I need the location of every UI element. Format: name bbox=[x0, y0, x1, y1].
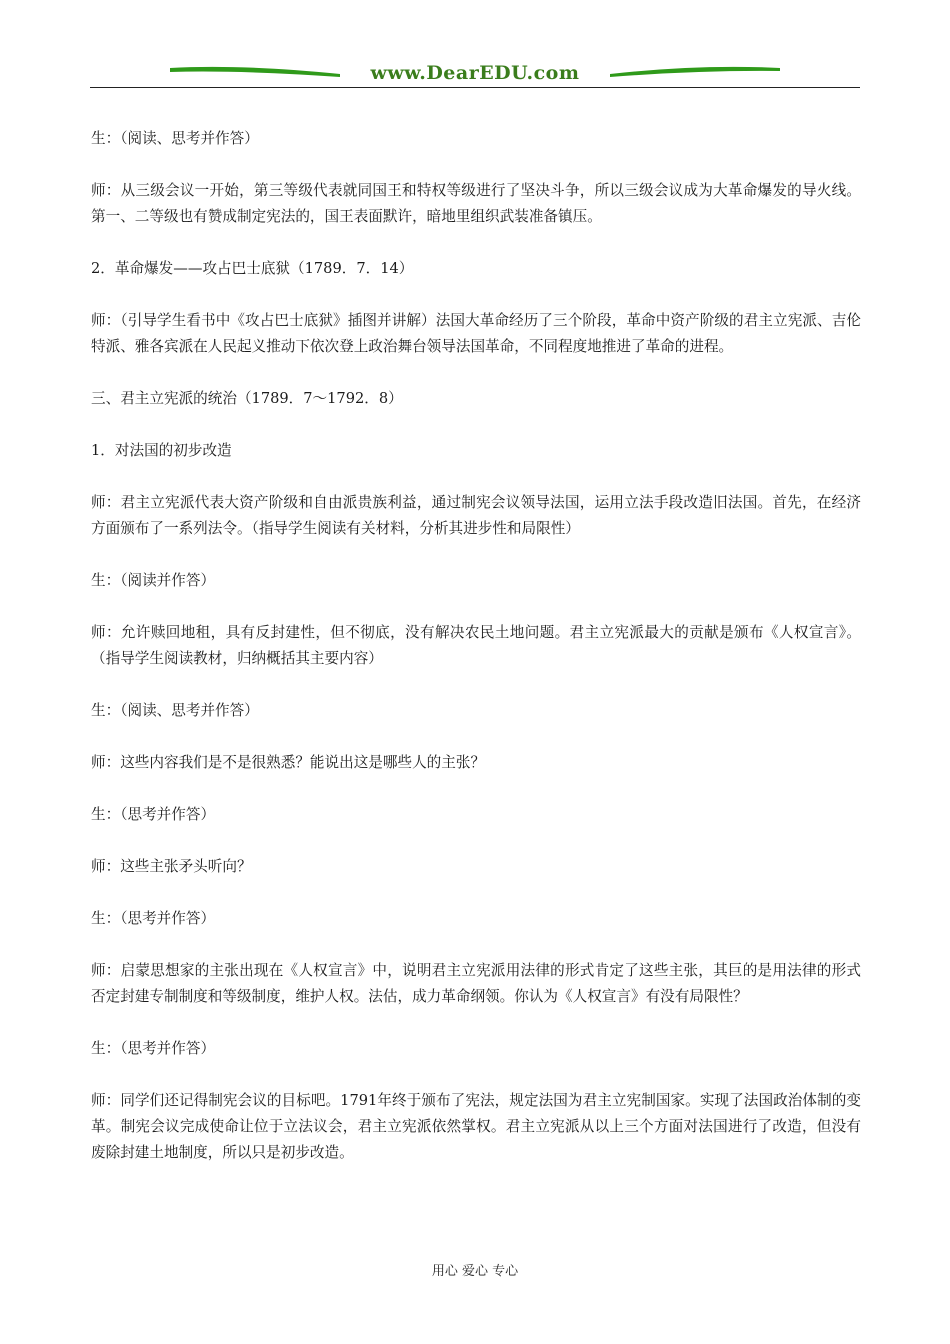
site-logo-text: www.DearEDU.com bbox=[370, 62, 580, 84]
paragraph: 师：（引导学生看书中《攻占巴士底狱》插图并讲解）法国大革命经历了三个阶段，革命中资产阶级的君主立宪派、吉伦特派、雅各宾派在人民起义推动下依次登上政治舞台领导法国革命，不同程度地推进了革命的进程。 bbox=[91, 312, 861, 355]
paragraph: 生：（思考并作答） bbox=[91, 1040, 216, 1057]
paragraph: 师：从三级会议一开始，第三等级代表就同国王和特权等级进行了坚决斗争，所以三级会议成为大革命爆发的导火线。第一、二等级也有赞成制定宪法的，国王表面默许，暗地里组织武装准备镇压。 bbox=[91, 182, 861, 225]
paragraph: 师：同学们还记得制宪会议的目标吧。1791年终于颁布了宪法，规定法国为君主立宪制国家。实现了法国政治体制的变革。制宪会议完成使命让位于立法议会，君主立宪派依然掌权。君主立宪派从以上三个方面对法国进行了改造，但没有废除封建土地制度，所以只是初步改造。 bbox=[91, 1092, 861, 1161]
paragraph: 生：（思考并作答） bbox=[91, 806, 216, 823]
paragraph: 师：启蒙思想家的主张出现在《人权宣言》中，说明君主立宪派用法律的形式肯定了这些主张，其巨的是用法律的形式否定封建专制制度和等级制度，维护人权。法估，成力革命纲领。你认为《人权宣言》有没有局限性？ bbox=[91, 962, 861, 1005]
paragraph: 生：（思考并作答） bbox=[91, 910, 216, 927]
paragraph: 师：这些主张矛头听向？ bbox=[91, 858, 252, 875]
paragraph: 师：这些内容我们是不是很熟悉？能说出这是哪些人的主张？ bbox=[91, 754, 486, 771]
subsection-heading: 1．对法国的初步改造 bbox=[91, 442, 232, 459]
header-divider bbox=[90, 87, 860, 88]
paragraph: 师：允许赎回地租，具有反封建性，但不彻底，没有解决农民土地问题。君主立宪派最大的贡献是颁布《人权宣言》。（指导学生阅读教材，归纳概括其主要内容） bbox=[91, 624, 861, 667]
paragraph: 生：（阅读、思考并作答） bbox=[91, 702, 259, 719]
document-body bbox=[91, 126, 861, 1192]
paragraph: 师：君主立宪派代表大资产阶级和自由派贵族利益，通过制宪会议领导法国，运用立法手段改造旧法国。首先，在经济方面颁布了一系列法令。（指导学生阅读有关材料，分析其进步性和局限性） bbox=[91, 494, 861, 537]
paragraph: 生：（阅读并作答） bbox=[91, 572, 216, 589]
paragraph: 2．革命爆发——攻占巴士底狱（1789．7．14） bbox=[91, 260, 414, 277]
section-heading: 三、君主立宪派的统治（1789．7～1792．8） bbox=[91, 390, 403, 407]
paragraph: 生：（阅读、思考并作答） bbox=[91, 130, 259, 147]
page-footer: 用心 爱心 专心 bbox=[431, 1264, 519, 1279]
